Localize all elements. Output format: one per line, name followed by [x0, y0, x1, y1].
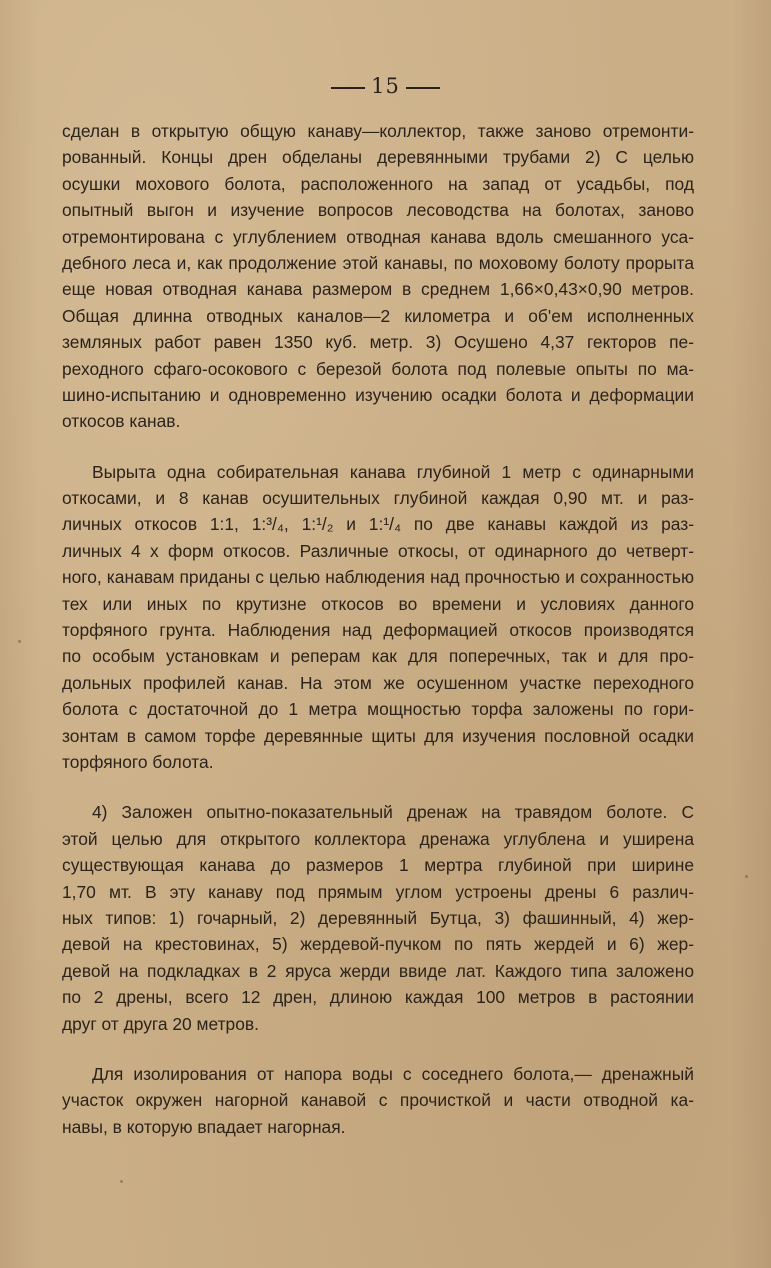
text-line: по 2 дрены, всего 12 дрен, длиною каждая 100 метров в растоянии: [62, 987, 694, 1008]
page-number-dash-right: [406, 87, 440, 89]
paper-speck: [120, 1180, 123, 1183]
text-line: существующая канава до размеров 1 мертра глубиной при ширине: [62, 855, 694, 876]
text-line: Общая длинна отводных каналов—2 километра и об'ем исполненных: [62, 305, 694, 326]
text-line: друг от друга 20 метров.: [62, 1013, 259, 1034]
text-line: участок окружен нагорной канавой с прочисткой и части отводной ка-: [62, 1090, 694, 1111]
text-line: личных откосов 1:1, 1:³/₄, 1:¹/₂ и 1:¹/₄ по две канавы каждой из раз-: [62, 514, 694, 535]
text-line: 1,70 мт. В эту канаву под прямым углом устроены дрены 6 различ-: [62, 881, 694, 902]
text-line: откосами, и 8 канав осушительных глубиной каждая 0,90 мт. и раз-: [62, 488, 694, 509]
text-line: реходного сфаго-осокового с березой болота под полевые опыты по ма-: [62, 358, 694, 379]
text-line: этой целью для открытого коллектора дренажа углублена и уширена: [62, 828, 694, 849]
text-line: торфяного болота.: [62, 751, 214, 772]
text-line: девой на крестовинах, 5) жердевой-пучком по пять жердей и 6) жер-: [62, 934, 694, 955]
text-line: откосов канав.: [62, 411, 181, 432]
paragraph-3: [62, 799, 694, 1037]
text-line: еще новая отводная канава размером в среднем 1,66×0,43×0,90 метров.: [62, 279, 694, 300]
text-line: опытный выгон и изучение вопросов лесоводства на болотах, заново: [62, 200, 694, 221]
paper-speck: [745, 875, 748, 878]
text-line: по особым установкам и реперам как для поперечных, так и для про-: [62, 646, 694, 667]
text-line: ного, канавам приданы с целью наблюдения над прочностью и сохранностью: [62, 567, 694, 588]
text-line: сделан в открытую общую канаву—коллектор, также заново отремонти-: [62, 121, 694, 141]
text-line: девой на подкладках в 2 яруса жерди ввиде лат. Каждого типа заложено: [62, 960, 694, 981]
paragraph-4: [62, 1061, 694, 1140]
text-line: ных типов: 1) гочарный, 2) деревянный Бутца, 3) фашинный, 4) жер-: [62, 907, 694, 928]
text-line: Вырыта одна собирательная канава глубиной 1 метр с одинарными: [92, 461, 694, 482]
text-line: осушки мохового болота, расположенного на запад от усадьбы, под: [62, 173, 694, 194]
text-line: 4) Заложен опытно-показательный дренаж на травядом болоте. С: [92, 802, 694, 823]
text-line: земляных работ равен 1350 куб. метр. 3) Осушено 4,37 гекторов пе-: [62, 332, 694, 353]
text-line: шино-испытанию и одновременно изучению осадки болота и деформации: [62, 384, 694, 405]
paragraph-2: [62, 459, 694, 776]
page-number-value: 15: [371, 74, 400, 98]
page-number-dash-left: [331, 87, 365, 89]
text-line: Для изолирования от напора воды с соседнего болота,— дренажный: [92, 1063, 694, 1084]
text-line: рованный. Концы дрен обделаны деревянными трубами 2) С целью: [62, 147, 694, 168]
text-line: болота с достаточной до 1 метра мощностью торфа заложены по гори-: [62, 699, 694, 720]
text-line: зонтам в самом торфе деревянные щиты для изучения пословной осадки: [62, 725, 694, 746]
paragraph-1: [62, 118, 694, 435]
paper-speck: [18, 640, 21, 643]
text-line: личных 4 х форм откосов. Различные откосы, от одинарного до четверт-: [62, 540, 694, 561]
text-line: дебного леса и, как продолжение этой канавы, по моховому болоту прорыта: [62, 252, 694, 273]
text-body: [62, 118, 694, 1140]
page-number: [0, 74, 771, 98]
text-line: навы, в которую впадает нагорная.: [62, 1116, 346, 1137]
text-line: торфяного грунта. Наблюдения над деформацией откосов производятся: [62, 620, 694, 641]
text-line: отремонтирована с углублением отводная канава вдоль смешанного уса-: [62, 226, 694, 247]
text-line: тех или иных по крутизне откосов во времени и условиях данного: [62, 593, 694, 614]
text-line: дольных профилей канав. На этом же осушенном участке переходного: [62, 672, 694, 693]
